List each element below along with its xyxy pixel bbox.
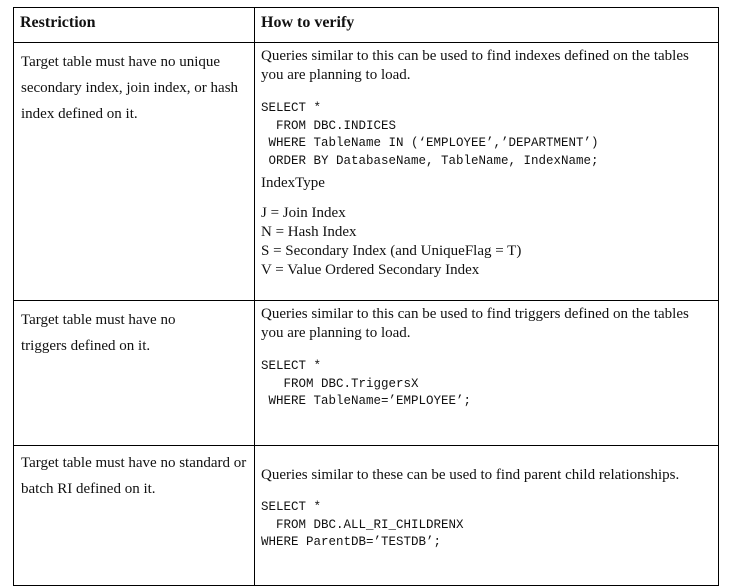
index-type-item: N = Hash Index [261, 224, 357, 240]
header-how-to-verify [255, 8, 719, 43]
restriction-text: Target table must have no unique secondary index, join index, or hash index defined on it. [21, 54, 239, 122]
verify-intro-text: Queries similar to these can be used to find parent child relationships. [261, 467, 680, 483]
restriction-text: Target table must have no triggers defined on it. [21, 312, 176, 354]
verify-intro-text: Queries similar to this can be used to find triggers defined on the tables you are planning to load. [261, 306, 689, 341]
verify-cell [255, 301, 719, 446]
restriction-cell [14, 301, 255, 446]
header-how-to-verify-label: How to verify [261, 14, 355, 31]
sql-code-block: SELECT * FROM DBC.ALL_RI_CHILDRENX WHERE ParentDB=’TESTDB’; [261, 500, 464, 549]
header-restriction [14, 8, 255, 43]
index-type-item: J = Join Index [261, 205, 346, 221]
verify-intro-text: Queries similar to this can be used to find indexes defined on the tables you are planning to load. [261, 48, 689, 83]
verify-cell [255, 446, 719, 586]
table-row [14, 43, 719, 301]
table-row [14, 446, 719, 586]
index-type-list [261, 204, 712, 280]
verify-cell [255, 43, 719, 301]
index-type-item: S = Secondary Index (and UniqueFlag = T) [261, 243, 522, 259]
index-type-item: V = Value Ordered Secondary Index [261, 262, 480, 278]
restriction-cell [14, 446, 255, 586]
restrictions-table [13, 7, 719, 586]
restriction-text: Target table must have no standard or batch RI defined on it. [21, 455, 247, 497]
table-header-row [14, 8, 719, 43]
header-restriction-label: Restriction [20, 14, 96, 31]
restriction-cell [14, 43, 255, 301]
sql-code-block: SELECT * FROM DBC.INDICES WHERE TableName IN (‘EMPLOYEE’,’DEPARTMENT’) ORDER BY DatabaseName, TableName, IndexName; [261, 101, 599, 168]
table-row [14, 301, 719, 446]
index-type-label: IndexType [261, 175, 325, 191]
sql-code-block: SELECT * FROM DBC.TriggersX WHERE TableName=’EMPLOYEE’; [261, 359, 472, 408]
